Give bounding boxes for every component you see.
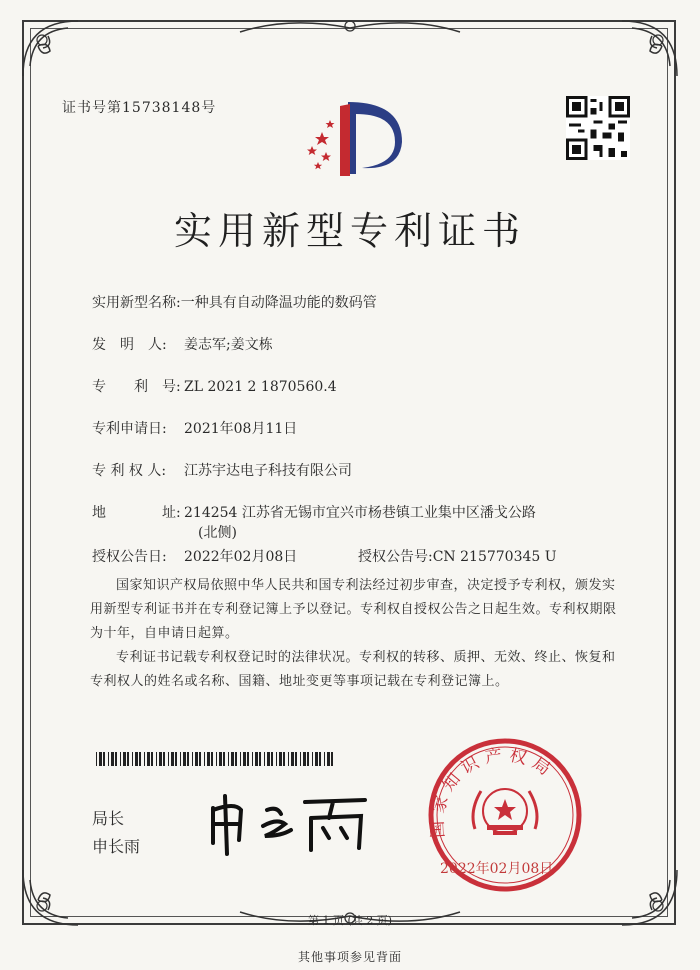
certificate-number: 证书号第15738148号: [62, 100, 217, 116]
corner-ornament-top-left: [18, 16, 88, 86]
field-label: 地 址:: [92, 505, 181, 521]
inventor-row: [92, 334, 273, 354]
director-title: 局长: [92, 809, 125, 828]
field-label: 授权公告号:: [358, 549, 433, 565]
barcode-icon: [96, 752, 336, 766]
page-indicator: 第 1 页 (共 2 页): [307, 914, 393, 927]
qr-code-icon: [566, 96, 630, 160]
field-label: 授权公告日:: [92, 549, 167, 565]
patent-number-value: ZL 2021 2 1870560.4: [184, 379, 337, 395]
director-signature: [205, 788, 375, 858]
utility-model-name-row: [92, 292, 377, 312]
field-label: 专 利 权 人:: [92, 463, 167, 479]
seal-lettering: [425, 735, 585, 895]
corner-ornament-top-right: [612, 16, 682, 86]
top-center-ornament: [230, 14, 470, 40]
director-name: 申长雨: [92, 837, 141, 856]
seal-text: 国家知识产权局: [427, 745, 559, 839]
patentee-row: [92, 460, 352, 480]
footer-note: 其他事项参见背面: [297, 950, 402, 964]
field-label: 实用新型名称:: [92, 295, 181, 311]
field-label: 专利申请日:: [92, 421, 167, 437]
utility-model-name-value: 一种具有自动降温功能的数码管: [180, 295, 377, 311]
patent-office-logo-icon: [300, 92, 410, 182]
patentee-value: 江苏宇达电子科技有限公司: [184, 463, 352, 479]
address-continuation: (北侧): [198, 525, 237, 541]
address-row: [92, 502, 536, 522]
grant-date-value: 2022年02月08日: [184, 549, 298, 565]
seal-date: 2022年02月08日: [440, 861, 554, 877]
grant-number-row: [358, 546, 557, 566]
certificate-title: 实用新型专利证书: [173, 209, 526, 253]
statement-paragraph: 国家知识产权局依照中华人民共和国专利法经过初步审查，决定授予专利权，颁发实用新型专利证书并在专利登记簿上予以登记。专利权自授权公告之日起生效。专利权期限为十年，自申请日起算。: [90, 578, 617, 641]
address-value: 214254 江苏省无锡市宜兴市杨巷镇工业集中区潘戈公路: [184, 505, 536, 521]
grant-number-value: CN 215770345 U: [432, 549, 557, 565]
grant-date-row: [92, 546, 297, 566]
filing-date-value: 2021年08月11日: [184, 421, 298, 437]
filing-date-row: [92, 418, 297, 438]
legal-status-paragraph: 专利证书记载专利权登记时的法律状况。专利权的转移、质押、无效、终止、恢复和专利权人的姓名或名称、国籍、地址变更等事项记载在专利登记簿上。: [90, 650, 616, 689]
field-label: 专 利 号:: [92, 379, 181, 395]
inventor-value: 姜志军;姜文栋: [184, 337, 273, 353]
svg-text:国家知识产权局: [428, 745, 559, 838]
patent-number-row: [92, 376, 337, 396]
field-label: 发 明 人:: [92, 337, 167, 353]
